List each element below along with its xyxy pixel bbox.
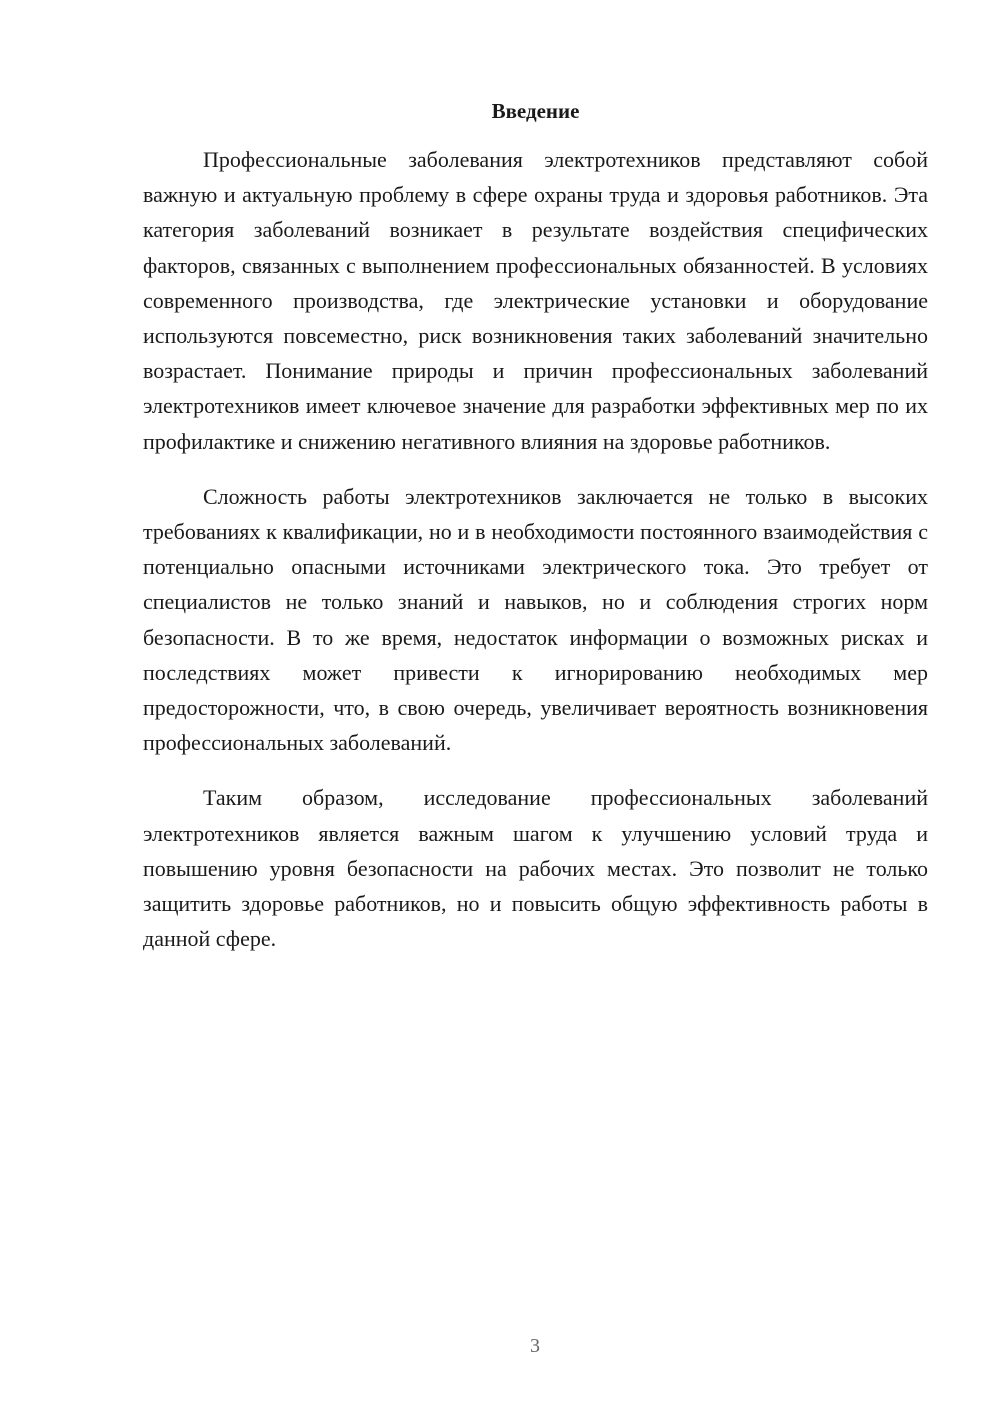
paragraph-2: Сложность работы электротехников заключается не только в высоких требованиях к квалификации, но и в необходимости постоянного взаимодействия с потенциально опасными источниками электрического тока. Это требует от специалистов не только знаний и навыков, но и соблюдения строгих норм безопасности. В то же время, недостаток информации о возможных рисках и последствиях может привести к игнорированию необходимых мер предосторожности, что, в свою очередь, увеличивает вероятность возникновения профессиональных заболеваний. [143, 483, 928, 756]
paragraph-3: Таким образом, исследование профессиональных заболеваний электротехников является важным шагом к улучшению условий труда и повышению уровня безопасности на рабочих местах. Это позволит не только защитить здоровье работников, но и повысить общую эффективность работы в данной сфере. [143, 785, 928, 952]
section-heading: Введение [491, 99, 580, 123]
paragraph-1: Профессиональные заболевания электротехников представляют собой важную и актуальную проблему в сфере охраны труда и здоровья работников. Эта категория заболеваний возникает в результате воздействия специфических факторов, связанных с выполнением профессиональных обязанностей. В условиях современного производства, где электрические установки и оборудование используются повсеместно, риск возникновения таких заболеваний значительно возрастает. Понимание природы и причин профессиональных заболеваний электротехников имеет ключевое значение для разработки эффективных мер по их профилактике и снижению негативного влияния на здоровье работников. [143, 147, 928, 454]
page-number: 3 [530, 1335, 540, 1357]
body-text [143, 142, 928, 956]
